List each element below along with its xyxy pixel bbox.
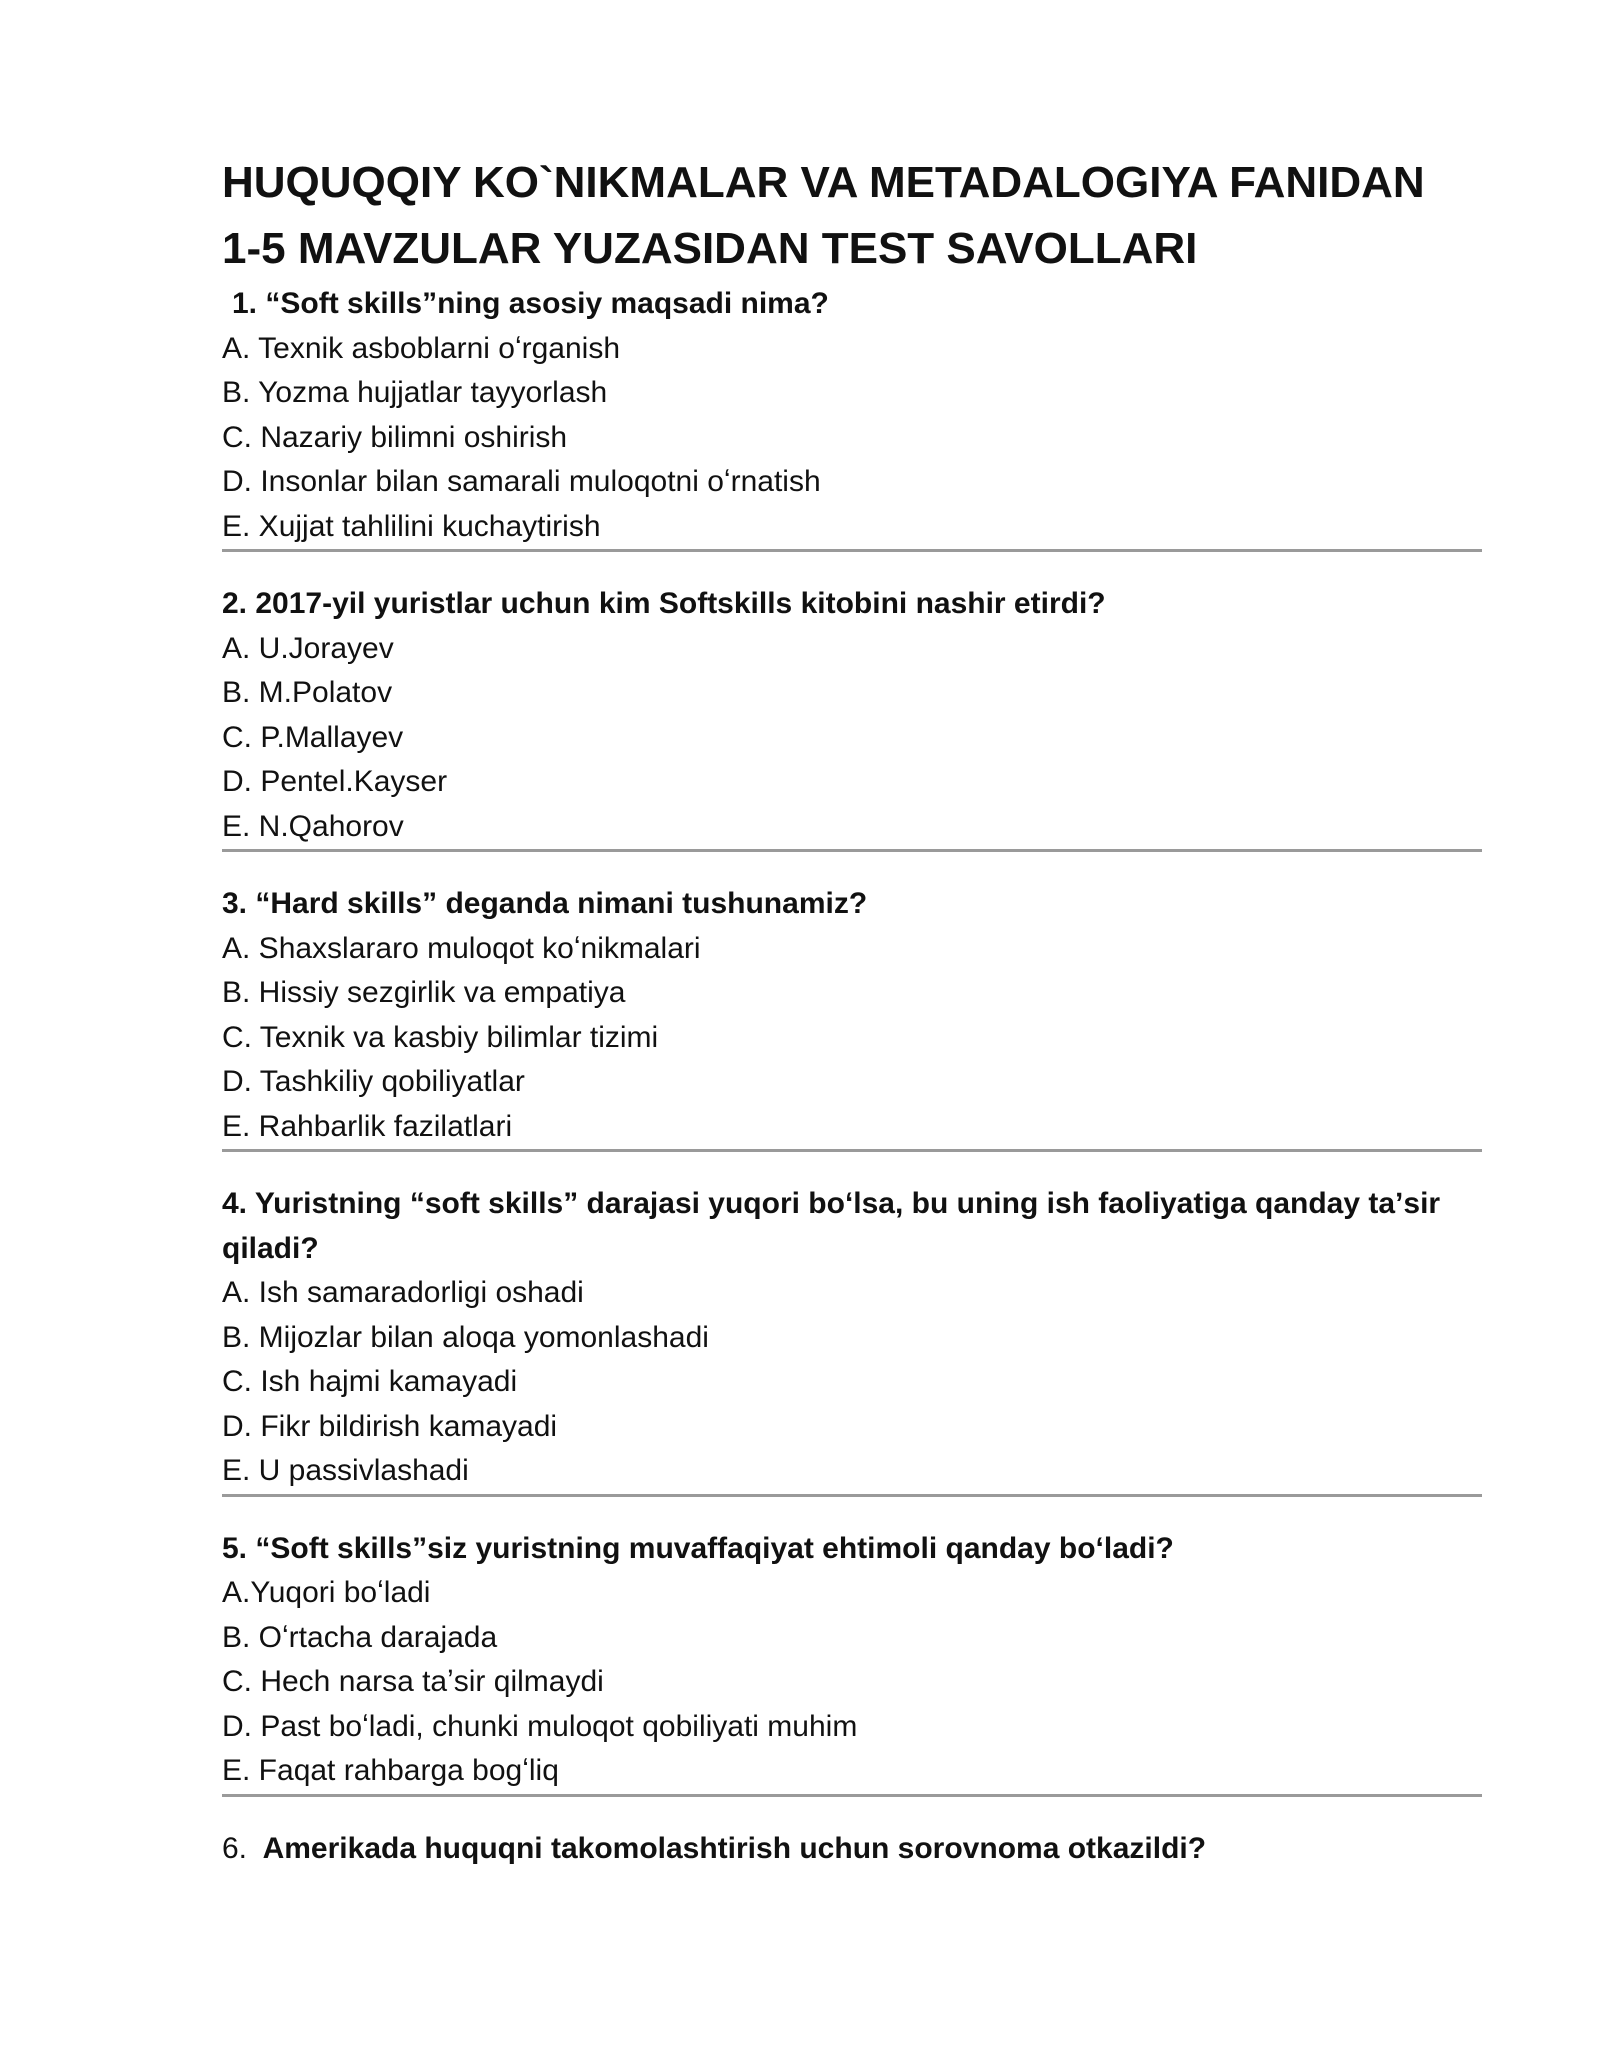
answer-option: E. Rahbarlik fazilatlari [222,1109,513,1143]
question-label: “Soft skills”siz yuristning muvaffaqiyat ehtimoli qanday boʻladi? [255,1531,1174,1565]
question-number: 5. [222,1531,248,1565]
answer-option: A. Texnik asboblarni oʻrganish [222,331,621,365]
question-3 [222,882,1482,1152]
question-2 [222,582,1482,852]
answer-option: E. N.Qahorov [222,809,404,843]
title-line-1: HUQUQQIY KO`NIKMALAR VA METADALOGIYA FANIDAN [222,158,1425,207]
question-number: 4. [222,1187,248,1220]
answer-option: A. Ish samaradorligi oshadi [222,1276,584,1309]
question-text [222,1527,1482,1572]
question-text [222,1182,1482,1271]
document-title [222,150,1482,282]
question-number: 3. [222,887,248,920]
answer-option: C. P.Mallayev [222,720,404,754]
question-text [222,282,1482,327]
answer-option: A. Shaxslararo muloqot koʻnikmalari [222,931,701,965]
question-label: Amerikada huquqni takomolashtirish uchun sorovnoma otkazildi? [262,1831,1207,1865]
answer-option: A. U.Jorayev [222,631,394,665]
document-page [222,150,1482,1871]
question-number: 6. [222,1831,248,1865]
answer-option: C. Ish hajmi kamayadi [222,1365,518,1398]
question-5 [222,1527,1482,1797]
question-text [222,582,1482,627]
answer-option: B. Mijozlar bilan aloqa yomonlashadi [222,1320,709,1354]
question-label: Yuristning “soft skills” darajasi yuqori boʻlsa, bu uning ish faoliyatiga qanday taʼsir qiladi? [222,1187,1441,1265]
answer-option: C. Texnik va kasbiy bilimlar tizimi [222,1020,659,1054]
answer-option: E. Xujjat tahlilini kuchaytirish [222,509,601,543]
answer-option: B. Yozma hujjatlar tayyorlash [222,376,608,409]
answer-option: C. Nazariy bilimni oshirish [222,420,568,454]
question-6 [222,1827,1482,1872]
answer-option: B. Hissiy sezgirlik va empatiya [222,976,626,1009]
answer-option: E. Faqat rahbarga bogʻliq [222,1754,559,1787]
answer-option: A.Yuqori boʻladi [222,1576,431,1609]
answer-option: E. U passivlashadi [222,1454,469,1487]
answer-option: D. Pentel.Kayser [222,765,448,798]
answer-option: D. Fikr bildirish kamayadi [222,1409,558,1443]
title-line-2: 1-5 MAVZULAR YUZASIDAN TEST SAVOLLARI [222,224,1198,273]
answer-option: D. Past boʻladi, chunki muloqot qobiliyati muhim [222,1709,858,1743]
question-number: 2. [222,587,248,620]
answer-option: B. M.Polatov [222,676,393,709]
question-label: “Soft skills”ning asosiy maqsadi nima? [265,287,829,320]
question-number: 1. [232,287,258,320]
answer-option: B. Oʻrtacha darajada [222,1620,498,1654]
answer-option: D. Insonlar bilan samarali muloqotni oʻrnatish [222,465,821,498]
question-text [222,1827,1482,1872]
answer-option: C. Hech narsa taʼsir qilmaydi [222,1665,604,1698]
question-1 [222,282,1482,552]
question-label: 2017-yil yuristlar uchun kim Softskills kitobini nashir etirdi? [255,587,1106,620]
answer-option: D. Tashkiliy qobiliyatlar [222,1065,525,1098]
question-text [222,882,1482,927]
question-label: “Hard skills” deganda nimani tushunamiz? [255,887,868,920]
question-4 [222,1182,1482,1497]
